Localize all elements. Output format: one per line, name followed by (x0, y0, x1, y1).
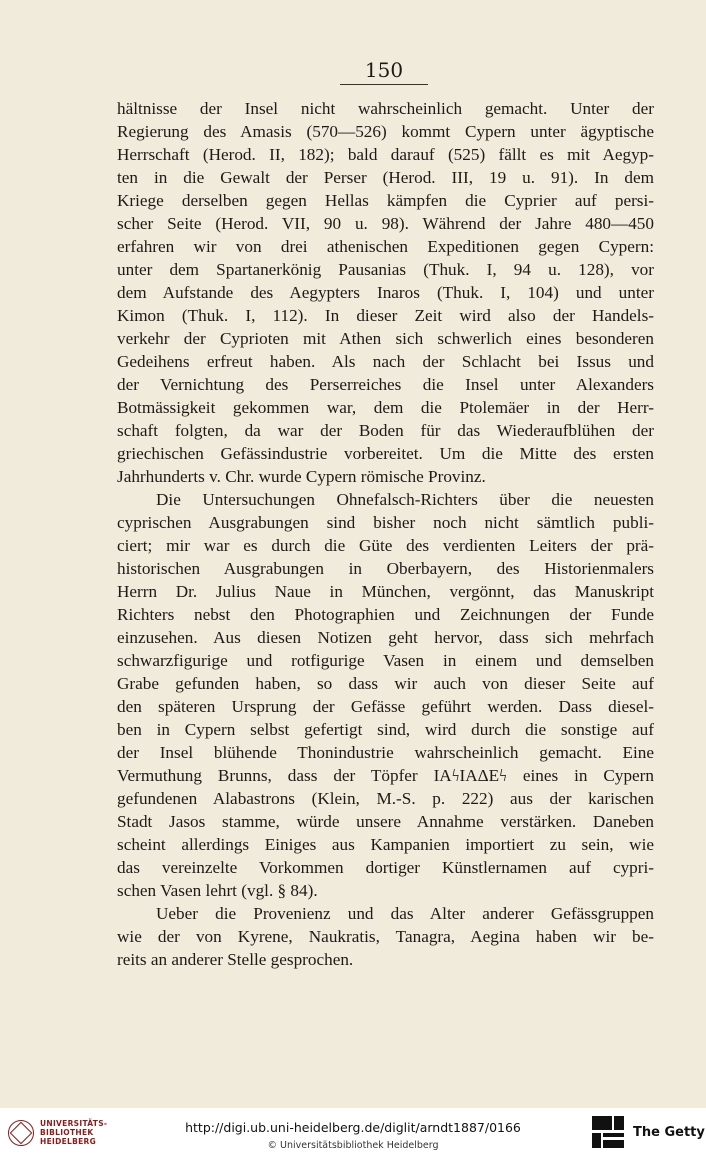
text-line: wie der von Kyrene, Naukratis, Tanagra, Aegina haben wir be- (117, 927, 654, 946)
text-line: historischen Ausgrabungen in Oberbayern, des Historienmalers (117, 559, 654, 578)
text-line: Herrschaft (Herod. II, 182); bald darauf (525) fällt es mit Aegyp- (117, 145, 654, 164)
permalink-url[interactable]: http://digi.ub.uni-heidelberg.de/diglit/arndt1887/0166 (185, 1120, 521, 1135)
text-line: Richters nebst den Photographien und Zeichnungen der Funde (117, 605, 654, 624)
text-line: Vermuthung Brunns, dass der Töpfer ΙΑϟΙΑΔΕϟ eines in Cypern (117, 766, 654, 785)
body-text (117, 97, 654, 971)
copyright-notice: © Universitätsbibliothek Heidelberg (267, 1140, 439, 1151)
text-line: scher Seite (Herod. VII, 90 u. 98). Während der Jahre 480—450 (117, 214, 654, 233)
library-name (40, 1119, 107, 1146)
text-line: unter dem Spartanerkönig Pausanias (Thuk. I, 94 u. 128), vor (117, 260, 654, 279)
footer-bar (0, 1108, 706, 1159)
page-number-rule (340, 84, 428, 85)
text-line: Grabe gefunden haben, so dass wir auch von dieser Seite auf (117, 674, 654, 693)
library-logo (8, 1119, 107, 1146)
library-name-line: BIBLIOTHEK (40, 1128, 94, 1137)
text-line: der Insel blühende Thonindustrie wahrscheinlich gemacht. Eine (117, 743, 654, 762)
library-seal-icon (8, 1120, 34, 1146)
text-line: scheint allerdings Einiges aus Kampanien importiert zu sein, wie (117, 835, 654, 854)
text-line: Die Untersuchungen Ohnefalsch-Richters über die neuesten (156, 490, 654, 509)
text-line: Regierung des Amasis (570—526) kommt Cypern unter ägyptische (117, 122, 654, 141)
page-number: 150 (364, 58, 404, 82)
text-line: der Vernichtung des Perserreiches die Insel unter Alexanders (117, 375, 654, 394)
text-line: Kriege derselben gegen Hellas kämpfen die Cyprier auf persi- (117, 191, 654, 210)
text-line: ten in die Gewalt der Perser (Herod. III, 19 u. 91). In dem (117, 168, 654, 187)
text-line: Gedeihens erfreut haben. Als nach der Schlacht bei Issus und (117, 352, 654, 371)
text-line: Botmässigkeit gekommen war, dem die Ptolemäer in der Herr- (117, 398, 654, 417)
text-line: gefundenen Alabastrons (Klein, M.-S. p. 222) aus der karischen (117, 789, 654, 808)
getty-logo-icon (592, 1116, 624, 1148)
text-line: das vereinzelte Vorkommen dortiger Künstlernamen auf cypri- (117, 858, 654, 877)
text-line: den späteren Ursprung der Gefässe geführt werden. Dass diesel- (117, 697, 654, 716)
text-line: hältnisse der Insel nicht wahrscheinlich gemacht. Unter der (117, 99, 654, 118)
text-line: schen Vasen lehrt (vgl. § 84). (117, 881, 318, 900)
text-line: Jahrhunderts v. Chr. wurde Cypern römische Provinz. (117, 467, 486, 486)
text-line: Herrn Dr. Julius Naue in München, vergönnt, das Manuskript (117, 582, 654, 601)
text-line: Kimon (Thuk. I, 112). In dieser Zeit wird also der Handels- (117, 306, 654, 325)
text-line: dem Aufstande des Aegypters Inaros (Thuk. I, 104) und unter (117, 283, 654, 302)
getty-logo (592, 1116, 705, 1148)
text-line: ciert; mir war es durch die Güte des verdienten Leiters der prä- (117, 536, 654, 555)
text-line: griechischen Gefässindustrie vorbereitet. Um die Mitte des ersten (117, 444, 654, 463)
text-line: cyprischen Ausgrabungen sind bisher noch nicht sämtlich publi- (117, 513, 654, 532)
library-name-line: UNIVERSITÄTS- (40, 1119, 108, 1128)
text-line: einzusehen. Aus diesen Notizen geht hervor, dass sich mehrfach (117, 628, 654, 647)
text-line: Ueber die Provenienz und das Alter anderer Gefässgruppen (156, 904, 654, 923)
text-line: erfahren wir von drei athenischen Expeditionen gegen Cypern: (117, 237, 654, 256)
library-name-line: HEIDELBERG (40, 1137, 97, 1146)
text-line: schwarzfigurige und rotfigurige Vasen in einem und demselben (117, 651, 654, 670)
text-line: ben in Cypern selbst gefertigt sind, wird durch die sonstige auf (117, 720, 654, 739)
text-line: Stadt Jasos stamme, würde unsere Annahme verstärken. Daneben (117, 812, 654, 831)
text-line: reits an anderer Stelle gesprochen. (117, 950, 354, 969)
text-line: verkehr der Cyprioten mit Athen sich schwerlich eines besonderen (117, 329, 654, 348)
text-line: schaft folgten, da war der Boden für das Wiederaufblühen der (117, 421, 654, 440)
getty-name: The Getty (633, 1124, 705, 1140)
